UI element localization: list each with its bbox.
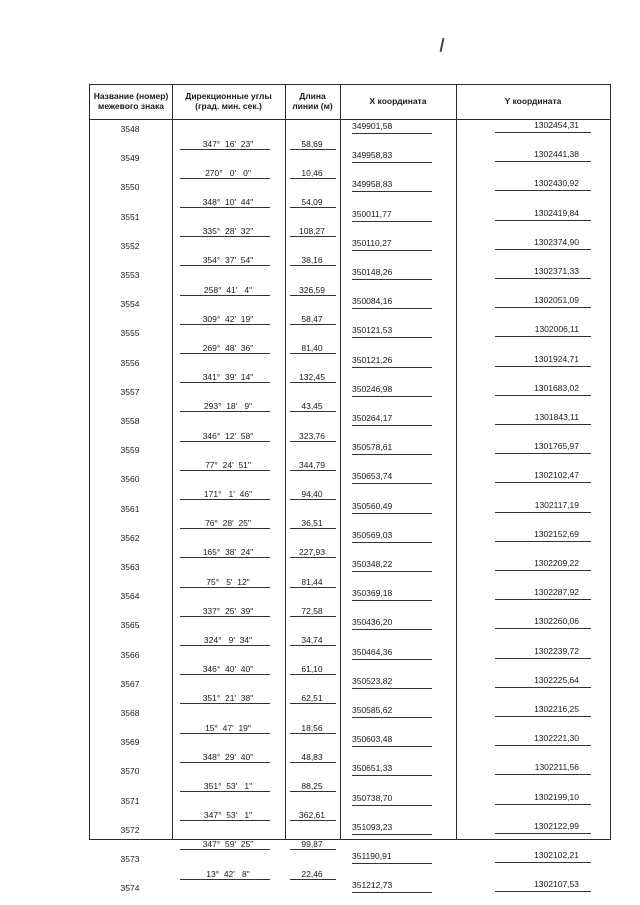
row-underline	[495, 774, 591, 775]
line-length-cell: 88,25	[301, 781, 323, 791]
x-coordinate-cell: 349901,58	[352, 121, 393, 131]
line-length-cell: 227,93	[299, 547, 325, 558]
row-underline	[352, 162, 432, 163]
row-underline	[180, 733, 270, 734]
row-underline	[352, 629, 432, 630]
row-underline	[495, 716, 591, 717]
row-underline	[180, 470, 270, 471]
direction-angle-cell: 258° 41' 4"	[203, 284, 253, 295]
row-underline	[352, 805, 432, 806]
point-name-cell: 3563	[120, 562, 140, 572]
y-coordinate-cell: 1302371,33	[534, 266, 579, 276]
direction-angle-cell: 347° 53' 1"	[203, 810, 253, 821]
point-name-cell: 3566	[120, 649, 140, 660]
direction-angle-cell: 324° 9' 34"	[203, 635, 253, 645]
line-length-cell: 10,46	[301, 167, 323, 178]
row-underline	[495, 336, 591, 337]
row-underline	[180, 382, 270, 383]
row-underline	[495, 745, 591, 746]
row-underline	[290, 178, 336, 179]
row-underline	[352, 191, 432, 192]
point-name-cell: 3550	[120, 182, 140, 193]
point-name-cell: 3556	[120, 357, 140, 368]
row-underline	[180, 762, 270, 763]
row-underline	[352, 396, 432, 397]
row-underline	[290, 265, 336, 266]
row-underline	[290, 528, 336, 529]
row-underline	[352, 133, 432, 134]
x-coordinate-cell: 350369,18	[352, 588, 393, 599]
stray-pen-mark	[440, 38, 445, 52]
row-underline	[495, 833, 591, 834]
x-coordinate-cell: 350148,26	[352, 267, 393, 277]
row-underline	[290, 879, 336, 880]
point-name-cell: 3552	[120, 240, 140, 251]
row-underline	[290, 791, 336, 792]
y-coordinate-cell: 1302006,11	[534, 324, 579, 335]
row-underline	[352, 250, 432, 251]
row-underline	[290, 236, 336, 237]
line-length-cell: 94,40	[301, 489, 323, 499]
direction-angle-cell: 309° 42' 19"	[202, 313, 254, 324]
x-coordinate-cell: 350578,61	[352, 442, 393, 453]
row-underline	[352, 659, 432, 660]
x-coordinate-cell: 350084,16	[352, 296, 393, 307]
x-coordinate-cell: 350121,26	[352, 354, 393, 365]
line-length-cell: 58,47	[301, 313, 323, 324]
row-underline	[352, 600, 432, 601]
row-underline	[180, 849, 270, 850]
column-divider	[456, 85, 457, 839]
coordinate-table	[89, 84, 611, 894]
x-coordinate-cell: 350653,74	[352, 471, 393, 482]
x-coordinate-cell: 350121,53	[352, 325, 393, 336]
row-underline	[495, 220, 591, 221]
direction-angle-cell: 76° 28' 25"	[205, 518, 251, 529]
x-coordinate-cell: 350738,70	[352, 792, 393, 803]
row-underline	[290, 324, 336, 325]
row-underline	[180, 587, 270, 588]
row-underline	[290, 149, 336, 150]
point-name-cell: 3549	[120, 153, 140, 164]
point-name-cell: 3564	[120, 591, 140, 602]
point-name-cell: 3570	[120, 766, 140, 777]
point-name-cell: 3558	[120, 416, 140, 426]
direction-angle-cell: 77° 24' 51"	[205, 459, 251, 470]
row-underline	[495, 132, 591, 133]
row-underline	[290, 499, 336, 500]
row-underline	[352, 279, 432, 280]
y-coordinate-cell: 1302287,92	[534, 587, 579, 598]
row-underline	[180, 207, 270, 208]
line-length-cell: 72,58	[301, 605, 323, 616]
y-coordinate-cell: 1302239,72	[534, 645, 579, 656]
line-length-cell: 22,46	[301, 868, 323, 879]
row-underline	[290, 616, 336, 617]
row-underline	[495, 482, 591, 483]
direction-angle-cell: 13° 42' 8"	[206, 868, 250, 879]
point-name-cell: 3569	[120, 737, 140, 748]
row-underline	[352, 221, 432, 222]
row-underline	[352, 775, 432, 776]
x-coordinate-cell: 351212,73	[352, 880, 393, 891]
line-length-cell: 362,61	[299, 810, 325, 821]
y-coordinate-cell: 1302211,56	[534, 762, 579, 773]
row-underline	[180, 674, 270, 675]
column-divider	[340, 85, 341, 839]
row-underline	[180, 324, 270, 325]
row-underline	[495, 658, 591, 659]
y-coordinate-cell: 1301843,11	[534, 412, 579, 422]
x-coordinate-cell: 350246,98	[352, 383, 393, 394]
point-name-cell: 3561	[120, 503, 140, 514]
row-underline	[352, 483, 432, 484]
line-length-cell: 38,16	[301, 255, 323, 266]
y-coordinate-cell: 1302209,22	[534, 558, 579, 568]
point-name-cell: 3565	[120, 620, 140, 631]
row-underline	[180, 616, 270, 617]
row-underline	[180, 557, 270, 558]
y-coordinate-cell: 1302102,21	[534, 850, 579, 860]
point-name-cell: 3555	[120, 328, 140, 339]
y-coordinate-cell: 1302152,69	[534, 528, 579, 539]
row-underline	[352, 425, 432, 426]
y-coordinate-cell: 1302419,84	[534, 207, 579, 218]
row-underline	[290, 762, 336, 763]
row-underline	[180, 791, 270, 792]
point-name-cell: 3554	[120, 299, 140, 310]
row-underline	[290, 645, 336, 646]
row-underline	[290, 441, 336, 442]
direction-angle-cell: 171° 1' 46"	[203, 489, 253, 499]
row-underline	[290, 557, 336, 558]
direction-angle-cell: 15° 47' 19"	[205, 722, 251, 733]
row-underline	[180, 645, 270, 646]
y-coordinate-cell: 1302216,25	[534, 704, 579, 714]
direction-angle-cell: 293° 18' 9"	[203, 401, 253, 412]
x-coordinate-cell: 350651,33	[352, 763, 393, 774]
point-name-cell: 3567	[120, 678, 140, 689]
point-name-cell: 3573	[120, 854, 140, 864]
direction-angle-cell: 269° 48' 36"	[202, 343, 254, 353]
x-coordinate-cell: 350523,82	[352, 675, 393, 686]
header-point-line2: межевого знака	[98, 101, 164, 111]
line-length-cell: 36,51	[301, 518, 323, 529]
line-length-cell: 48,83	[301, 751, 323, 762]
line-length-cell: 61,10	[301, 664, 323, 675]
y-coordinate-cell: 1302441,38	[534, 149, 579, 160]
x-coordinate-cell: 351190,91	[352, 851, 392, 861]
row-underline	[352, 892, 432, 893]
x-coordinate-cell: 350603,48	[352, 734, 393, 745]
direction-angle-cell: 351° 53' 1"	[203, 781, 253, 791]
x-coordinate-cell: 350585,62	[352, 705, 393, 715]
y-coordinate-cell: 1302107,53	[534, 879, 579, 890]
direction-angle-cell: 348° 10' 44"	[202, 197, 254, 207]
y-coordinate-cell: 1301683,02	[534, 382, 579, 393]
line-length-cell: 43,45	[301, 401, 323, 412]
row-underline	[352, 834, 432, 835]
point-name-cell: 3560	[120, 474, 140, 485]
y-coordinate-cell: 1302117,19	[534, 499, 579, 510]
direction-angle-cell: 347° 16' 23"	[202, 138, 254, 149]
row-underline	[495, 687, 591, 688]
x-coordinate-cell: 350464,36	[352, 646, 393, 657]
row-underline	[180, 265, 270, 266]
y-coordinate-cell: 1302221,30	[534, 733, 579, 744]
y-coordinate-cell: 1302454,31	[534, 120, 579, 130]
point-name-cell: 3548	[120, 124, 140, 134]
point-name-cell: 3562	[120, 532, 140, 543]
x-coordinate-cell: 351093,23	[352, 821, 393, 832]
row-underline	[290, 470, 336, 471]
x-coordinate-cell: 349958,83	[352, 150, 393, 161]
y-coordinate-cell: 1302260,06	[534, 616, 579, 627]
x-coordinate-cell: 350560,49	[352, 500, 393, 511]
header-y-coordinate	[456, 85, 610, 119]
row-underline	[180, 178, 270, 179]
header-y-label: Y координата	[504, 96, 562, 107]
line-length-cell: 18,56	[301, 722, 323, 733]
row-underline	[290, 703, 336, 704]
point-name-cell: 3551	[120, 211, 140, 222]
header-length-line2: линии (м)	[292, 101, 333, 111]
x-coordinate-cell: 350264,17	[352, 413, 393, 423]
row-underline	[352, 863, 432, 864]
row-underline	[290, 674, 336, 675]
row-underline	[352, 337, 432, 338]
point-name-cell: 3557	[120, 386, 140, 397]
row-underline	[495, 512, 591, 513]
direction-angle-cell: 346° 40' 40"	[202, 664, 254, 675]
row-underline	[290, 295, 336, 296]
y-coordinate-cell: 1302430,92	[534, 178, 579, 189]
direction-angle-cell: 335° 28' 32"	[202, 226, 254, 237]
row-underline	[495, 249, 591, 250]
row-underline	[180, 411, 270, 412]
direction-angle-cell: 165° 38' 24"	[202, 547, 254, 558]
row-underline	[180, 820, 270, 821]
line-length-cell: 62,51	[301, 693, 323, 704]
line-length-cell: 58,69	[301, 138, 323, 149]
y-coordinate-cell: 1302225,64	[534, 674, 579, 685]
row-underline	[180, 149, 270, 150]
x-coordinate-cell: 350569,03	[352, 529, 393, 540]
row-underline	[180, 441, 270, 442]
y-coordinate-cell: 1302374,90	[534, 236, 579, 247]
row-underline	[290, 587, 336, 588]
line-length-cell: 323,76	[299, 430, 325, 441]
line-length-cell: 132,45	[299, 372, 325, 383]
header-point-name	[90, 85, 172, 119]
y-coordinate-cell: 1302102,47	[534, 470, 579, 481]
row-underline	[495, 570, 591, 571]
line-length-cell: 34,74	[301, 635, 323, 645]
direction-angle-cell: 337° 25' 39"	[202, 605, 254, 616]
row-underline	[290, 207, 336, 208]
x-coordinate-cell: 350011,77	[352, 208, 392, 219]
line-length-cell: 54,09	[301, 197, 323, 207]
row-underline	[180, 295, 270, 296]
header-x-coordinate	[340, 85, 456, 119]
row-underline	[495, 541, 591, 542]
row-underline	[495, 190, 591, 191]
x-coordinate-cell: 350436,20	[352, 617, 393, 628]
y-coordinate-cell: 1302051,09	[534, 295, 579, 306]
row-underline	[495, 804, 591, 805]
direction-angle-cell: 341° 39' 14"	[202, 372, 254, 383]
point-name-cell: 3568	[120, 708, 140, 718]
header-point-line1: Название (номер)	[93, 91, 169, 102]
row-underline	[290, 382, 336, 383]
line-length-cell: 99,87	[301, 839, 323, 850]
row-underline	[352, 717, 432, 718]
row-underline	[290, 820, 336, 821]
direction-angle-cell: 270° 0' 0"	[205, 167, 251, 178]
row-underline	[495, 366, 591, 367]
direction-angle-cell: 75° 5' 12"	[206, 576, 250, 587]
row-underline	[352, 308, 432, 309]
row-underline	[495, 862, 591, 863]
row-underline	[352, 367, 432, 368]
row-underline	[180, 528, 270, 529]
point-name-cell: 3559	[120, 445, 140, 456]
row-underline	[352, 542, 432, 543]
row-underline	[180, 499, 270, 500]
row-underline	[352, 571, 432, 572]
header-x-label: X координата	[369, 96, 427, 107]
line-length-cell: 81,44	[301, 576, 323, 587]
header-angle-line2: (град. мин. сек.)	[195, 101, 262, 111]
point-name-cell: 3572	[120, 824, 140, 835]
row-underline	[352, 454, 432, 455]
x-coordinate-cell: 350110,27	[352, 237, 392, 248]
line-length-cell: 344,79	[299, 459, 325, 470]
direction-angle-cell: 347° 59' 25"	[202, 839, 254, 850]
row-underline	[352, 688, 432, 689]
row-underline	[495, 424, 591, 425]
x-coordinate-cell: 350348,22	[352, 559, 393, 569]
row-underline	[495, 628, 591, 629]
row-underline	[290, 411, 336, 412]
row-underline	[180, 236, 270, 237]
row-underline	[495, 453, 591, 454]
point-name-cell: 3574	[120, 883, 140, 894]
header-angle-line1: Дирекционные углы	[185, 91, 272, 102]
row-underline	[290, 849, 336, 850]
header-length-line1: Длина	[299, 91, 326, 102]
direction-angle-cell: 346° 12' 58"	[202, 430, 254, 441]
line-length-cell: 326,59	[299, 284, 325, 295]
point-name-cell: 3571	[120, 795, 140, 806]
direction-angle-cell: 351° 21' 38"	[202, 693, 254, 704]
y-coordinate-cell: 1301924,71	[534, 353, 579, 364]
row-underline	[495, 278, 591, 279]
direction-angle-cell: 354° 37' 54"	[202, 255, 254, 266]
x-coordinate-cell: 349958,83	[352, 179, 393, 190]
header-line-length	[285, 85, 340, 119]
line-length-cell: 108,27	[299, 226, 325, 237]
point-name-cell: 3553	[120, 270, 140, 280]
row-underline	[180, 703, 270, 704]
row-underline	[352, 513, 432, 514]
header-direction-angle	[172, 85, 285, 119]
row-underline	[180, 353, 270, 354]
row-underline	[495, 307, 591, 308]
row-underline	[495, 395, 591, 396]
row-underline	[290, 733, 336, 734]
row-underline	[290, 353, 336, 354]
row-underline	[180, 879, 270, 880]
line-length-cell: 81,40	[301, 343, 323, 353]
row-underline	[352, 746, 432, 747]
row-underline	[495, 891, 591, 892]
row-underline	[495, 599, 591, 600]
direction-angle-cell: 348° 29' 40"	[202, 751, 254, 762]
row-underline	[495, 161, 591, 162]
y-coordinate-cell: 1302122,99	[534, 820, 579, 831]
y-coordinate-cell: 1301765,97	[534, 441, 579, 452]
y-coordinate-cell: 1302199,10	[534, 791, 579, 802]
